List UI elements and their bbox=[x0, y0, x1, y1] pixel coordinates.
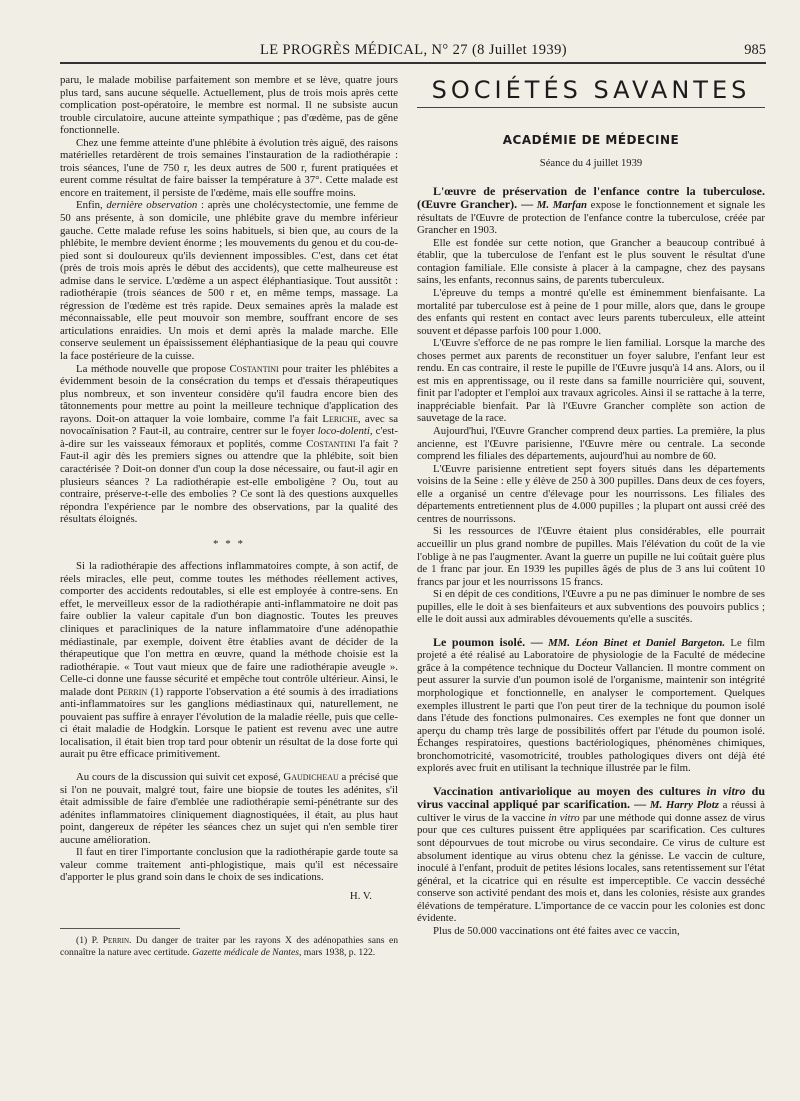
journal-title: LE PROGRÈS MÉDICAL, N° 27 (8 Juillet 1939) bbox=[260, 42, 567, 58]
paragraph: Chez une femme atteinte d'une phlébite à évolution très aiguë, des raisons matérielles retardèrent de trois semaines l'instauration de la radiothérapie : trois séances, l'une de 750 r, les deux autres de 500 r, furent pratiquées et eurent comme résultat de faire baisser la température à 37°. Cette malade est encore en traitement, il persiste de l'œdème, mais elle souffre moins. bbox=[60, 136, 398, 199]
article-author: M. Harry Plotz bbox=[649, 799, 719, 812]
article-poumon bbox=[417, 636, 765, 775]
paragraph: Si en dépit de ces conditions, l'Œuvre a pu ne pas diminuer le nombre de ses pupilles, elle le doit à ses bienfaiteurs et aux subventions des pouvoirs publics ; elle le doit aussi aux admirables dévouements qu'elle a suscités. bbox=[417, 588, 765, 626]
article-lead: Le poumon isolé. — MM. Léon Binet et Daniel Bargeton. Le film projeté a été réalisé au Laboratoire de physiologie de la Faculté de médecine grâce à la compétence technique du Docteur Vallancien. Il montre comment on peut assurer la survie d'un poumon isolé de l'organisme, maintenir son intégrité morphologique et fonctionnelle, en analyser le comportement. Quelques exemples illustrent le parti que l'on peut tirer de la technique du poumon isolé dans l'étude des fonctions pulmonaires. Ces exemples ne font que donner un aperçu du champ très large de possibilités offert par l'étude du poumon isolé. Échanges respiratoires, questions bactériologiques, phénomènes chimiques, bronchomotricité, vasomotricité, troubles pathologiques divers ont déjà été explorés avec fruit en utilisant la technique illustrée par le film. bbox=[417, 634, 766, 775]
article-grancher bbox=[417, 185, 765, 626]
right-column bbox=[417, 74, 765, 937]
paragraph: Au cours de la discussion qui suivit cet exposé, Gaudicheau a précisé que si l'on ne pouvait, malgré tout, faire une biopsie de toutes les adénites, s'il était admissible de faire d'emblée une radiothérapie semi-pénétrante sur des adénites inflammatoires cliniquement diagnostiquées, il était, au plus haut point, dangereux de répéter les séances chez un sujet qui n'en semble tirer aucune amélioration. bbox=[60, 770, 399, 846]
article-title: L'œuvre de préservation de l'enfance contre la tuberculose. (Œuvre Grancher). — bbox=[417, 183, 765, 212]
paragraph: Elle est fondée sur cette notion, que Grancher a beaucoup contribué à établir, que la tuberculose de l'enfant est le plus souvent le résultat d'une contagion familiale. Elle consiste à placer à la campagne, chez des paysans sains, les enfants, reconnus sains, de parents tuberculeux. bbox=[417, 236, 765, 287]
article-vaccination bbox=[417, 785, 765, 938]
article-lead: Vaccination antivariolique au moyen des cultures in vitro du virus vaccinal appliqué par scarification. — M. Harry Plotz a réussi à cultiver le virus de la vaccine in vitro par une méthode qui donne assez de virus pour que ces cultures puissent être appliquées par scarification. Ces cultures sont dépourvues de tout microbe ou virus secondaire. Ce virus de culture est absolument identique au virus obtenu chez la génisse. Le vaccin de culture, inoculé à l'enfant, produit de petites lésions locales, sans retentissement sur l'état général, et la cicatrice qui en résulte est imperceptible. Ce vaccin desséché conserve son activité pendant des mois et, dans les colonies, résiste aux grandes élévations de température. L'importance de ce vaccin pour les colonies est donc évidente. bbox=[417, 783, 766, 925]
article-author: M. Marfan bbox=[536, 199, 587, 212]
page-number: 985 bbox=[744, 42, 766, 58]
paragraph: paru, le malade mobilise parfaitement son membre et se lève, quatre jours plus tard, sans aucune séquelle. Actuellement, plus de trois mois après cette complication post-opératoire, le membre est normal. Il ne subsiste aucun trouble circulatoire, aucune atteinte sympathique ; pas d'œdème, pas de gêne fonctionnelle. bbox=[60, 74, 398, 137]
paragraph: La méthode nouvelle que propose Costantini pour traiter les phlébites a évidemment besoin de la consécration du temps et d'essais thérapeutiques plus nombreux, et son inventeur considère qu'il faudra encore bien des tâtonnements pour mettre au point la meilleure technique d'application des rayons. Doit-on attaquer la voie lombaire, comme l'a fait Leriche, avec sa novocaïnisation ? Faut-il, au contraire, centrer sur le foyer loco-dolenti, c'est-à-dire sur les vaisseaux fémoraux et poplités, comme Costantini l'a fait ? Faut-il agir dès les premiers signes ou attendre que la phlébite, soit bien caractérisée ? Doit-on donner d'un coup la dose nécessaire, ou faut-il agir en plusieurs séances ? La radiothérapie est-elle emboligène ? Ou, tout au contraire, préserve-t-elle des embolies ? Ce sont là des questions auxquelles répondra l'expérience par le nombre des observations, par la qualité des résultats éloignés. bbox=[60, 362, 399, 526]
signature: H. V. bbox=[349, 889, 372, 902]
academy-heading: ACADÉMIE DE MÉDECINE bbox=[502, 132, 680, 147]
header-rule bbox=[60, 62, 766, 64]
paragraph: Plus de 50.000 vaccinations ont été faites avec ce vaccin, bbox=[433, 924, 680, 937]
section-title: SOCIÉTÉS SAVANTES bbox=[431, 76, 751, 104]
article-title: Le poumon isolé. — bbox=[433, 634, 543, 649]
paragraph: Il faut en tirer l'importante conclusion que la radiothérapie garde toute sa valeur comme traitement anti-phlogistique, mais qu'il est nécessaire d'apporter le plus grand soin dans le choix de ses indications. bbox=[60, 846, 398, 884]
paragraph: L'épreuve du temps a montré qu'elle est éminemment bienfaisante. La mortalité par tuberculose est à peine de 1 pour mille, alors que, dans le groupe des enfants qui restent en contact avec leurs parents tuberculeux, elle atteint souvent et dépasse parfois 100 pour 1.000. bbox=[417, 287, 765, 337]
article-lead: L'œuvre de préservation de l'enfance contre la tuberculose. (Œuvre Grancher). — M. Marfan expose le fonctionnement et signale les résultats de l'Œuvre de protection de l'enfance contre la tuberculose, créée par Grancher en 1903. bbox=[417, 183, 766, 237]
section-separator: * * * bbox=[213, 537, 245, 550]
section-rule bbox=[417, 107, 765, 108]
paragraph: L'Œuvre parisienne entretient sept foyers situés dans les départements voisins de la Seine : elle y élève de 250 à 300 pupilles. Dans deux de ces foyers, elle a organisé un centre d'élevage pour les nourrissons. Les filiales des départements entretiennent plus de 4.000 pupilles ; la plupart ont aussi créé des centres de nourrissons. bbox=[417, 462, 765, 525]
footnote-text: (1) P. Perrin. Du danger de traiter par les rayons X des adénopathies sans en connaître la nature avec certitude. Gazette médicale de Nantes, mars 1938, p. 122. bbox=[60, 935, 399, 959]
paragraph: Aujourd'hui, l'Œuvre Grancher comprend deux parties. La première, la plus ancienne, est l'Œuvre parisienne, l'Œuvre mère ou centrale. La seconde comprend les filiales des départements, aujourd'hui au nombre de 60. bbox=[417, 425, 765, 463]
paragraph: Enfin, dernière observation : après une cholécystectomie, une femme de 50 ans présente, à son domicile, une phlébite grave du membre inférieur gauche. Cette malade refuse les soins habituels, si bien que, au cours de la phlébite, le membre devient énorme ; les mouvements du genou et du cou-de-pied sont si douloureux qu'ils deviennent impossibles. C'est, dans cet état (près de trois mois après le début des accidents), que cette malheureuse est admise dans le service. L'œdème a un aspect éléphantiasique. Tout aussitôt : radiothérapie (trois séances de 500 r et, en même temps, massage. La régression de l'œdème est très rapide. Deux semaines après la malade est méconnaissable, elle peut mouvoir son membre, souffrant encore de ses articulations enraidies. Un mois et demi après la malade marche. Elle conserve seulement un épaississement éléphantiasique de la peau qui couvre la face postérieure de la cuisse. bbox=[60, 199, 399, 363]
session-date: Séance du 4 juillet 1939 bbox=[539, 158, 643, 170]
page-header bbox=[60, 40, 766, 64]
article-author: MM. Léon Binet et Daniel Bargeton. bbox=[548, 636, 726, 649]
paragraph: L'Œuvre s'efforce de ne pas rompre le lien familial. Lorsque la marche des choses permet aux parents de reconstituer un foyer salubre, l'enfant leur est rendu. En cas contraire, il reste le pupille de l'Œuvre jusqu'à 14 ans. Alors, ou il est mis en apprentissage, ou il reste dans sa famille nourricière qui, souvent, finit par l'adopter et l'emploi aux travaux agricoles. Ainsi il se rattache à la terre, inappréciable bienfait. Par là l'Œuvre Grancher complète son action de sauvetage de la race. bbox=[417, 337, 765, 425]
footnote bbox=[60, 928, 399, 959]
left-column bbox=[60, 74, 398, 959]
article-title: Vaccination antivariolique au moyen des cultures in vitro du virus vaccinal appliqué par scarification. — bbox=[417, 783, 766, 812]
paragraph: Si les ressources de l'Œuvre étaient plus considérables, elle pourrait accueillir un plus grand nombre de pupilles. Mais l'élévation du coût de la vie l'oblige à ne pas l'augmenter. Avant la guerre un pupille ne lui coûtait guère plus de 1 franc par jour. En 1939 les pupilles âgés de plus de 3 ans lui coûtent 10 francs par jour et les nourrissons 15 francs. bbox=[417, 525, 765, 588]
paragraph: Si la radiothérapie des affections inflammatoires compte, à son actif, de réels miracles, elle peut, comme toutes les méthodes réellement actives, comporter des accidents redoutables, si elle est employée à contre-sens. En effet, le merveilleux essor de la radiothérapie anti-inflammatoire ne doit pas faire oublier la valeur capitale d'un bon diagnostic. Toutes les preuves cliniques et paracliniques de la nature inflammatoire d'une adénopathie médiastinale, par exemple, doivent être établies avant de décider de la thérapeutique que l'on mettra en œuvre, quand la méthode choisie est la radiothérapie. « Tout vaut mieux que de faire une radiothérapie aveugle ». Celle-ci donne une fausse sécurité et empêche tout contrôle ultérieur. Ainsi, le malade dont Perrin (1) rapporte l'observation a été soumis à des irradiations anti-inflammatoires sur les ganglions médiastinaux qui, naturellement, ne pouvaient pas suffire à enrayer l'évolution de la maladie réelle, puis que celle-ci était maladie de Hodgkin. Lorsque le patient est revenu avec une autre localisation, il était bien trop tard pour obtenir un résultat de la dose forte qui aurait pu être efficace primitivement. bbox=[60, 560, 399, 761]
